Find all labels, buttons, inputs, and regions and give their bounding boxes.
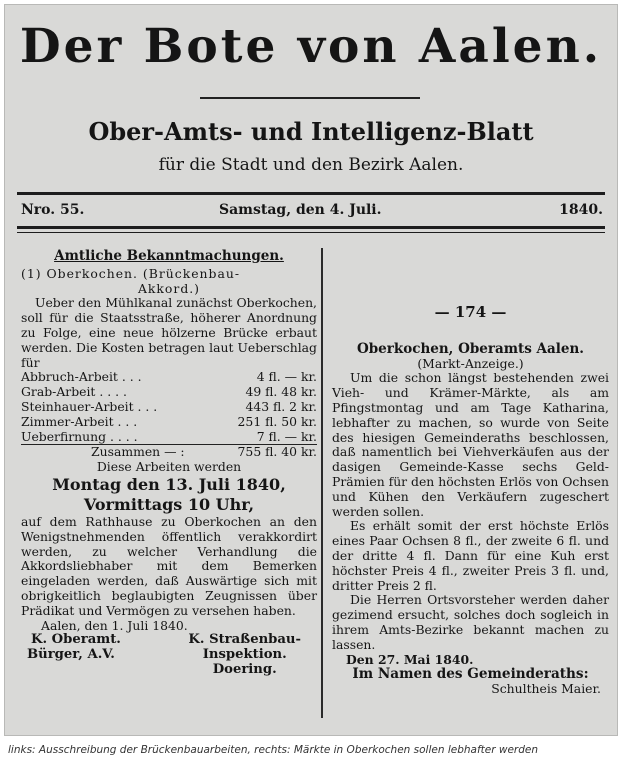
right-subheading: (Markt-Anzeige.) — [417, 355, 524, 371]
cost-row: Abbruch-Arbeit . . . 4 fl. — kr. — [21, 369, 317, 385]
image-caption: links: Ausschreibung der Brückenbauarbeiten, rechts: Märkte in Oberkochen sollen lebhafter werden — [8, 744, 539, 756]
left-place-date: Aalen, den 1. Juli 1840. — [41, 617, 188, 633]
auction-time: Vormittags 10 Uhr, — [83, 494, 255, 514]
masthead-title: Der Bote von Aalen. — [19, 19, 603, 74]
item-title-cont: Akkord.) — [137, 280, 201, 296]
header-rule-thin — [17, 232, 605, 233]
cost-row: Zimmer-Arbeit . . . 251 fl. 50 kr. — [21, 413, 317, 429]
auction-body: auf dem Rathhause zu Oberkochen an den Wenigstnehmenden öffentlich verakkordirt werden, zu welcher Verhandlung die Akkordsliebhaber mit dem Bemerken eingeladen werden, daß Auswärtige sich mit obrigkeitlich beglaubigten Zeugnissen über Prädikat und Vermögen zu versehen haben. — [21, 513, 317, 618]
cost-table — [21, 370, 317, 460]
sig-strassenbau: K. Straßenbau- — [188, 632, 301, 648]
left-heading: Amtliche Bekanntmachungen. — [54, 248, 284, 264]
column-divider — [321, 248, 323, 718]
issue-year: 1840. — [559, 202, 603, 218]
works-line: Diese Arbeiten werden — [96, 459, 242, 475]
sig-buerger: Bürger, A.V. — [27, 647, 115, 663]
left-column — [21, 249, 317, 678]
left-signatures — [21, 633, 317, 677]
right-heading: Oberkochen, Oberamts Aalen. — [356, 340, 585, 357]
sig-doering: Doering. — [212, 661, 277, 677]
market-paragraph-3: Die Herren Ortsvorsteher werden daher gezimend ersucht, solches doch sogleich in ihrem Amts-Bezirke bekannt machen zu lassen. — [332, 592, 609, 652]
issue-number: Nro. 55. — [21, 202, 85, 218]
header-rule-mid — [17, 226, 605, 229]
auction-date: Montag den 13. Juli 1840, — [52, 474, 286, 494]
newspaper-page — [4, 4, 618, 736]
right-signature-name: Schultheis Maier. — [491, 681, 601, 697]
cost-row: Steinhauer-Arbeit . . . 443 fl. 2 kr. — [21, 398, 317, 414]
right-signature-line: Im Namen des Gemeinderaths: — [352, 666, 589, 683]
right-column — [332, 263, 609, 697]
right-date: Den 27. Mai 1840. — [346, 651, 474, 667]
page-number: — 174 — — [434, 303, 507, 321]
cost-total-row: Zusammen — : 755 fl. 40 kr. — [91, 444, 317, 460]
cost-row: Grab-Arbeit . . . . 49 fl. 48 kr. — [21, 384, 317, 400]
header-rule-top — [17, 192, 605, 195]
dateline — [19, 202, 605, 224]
market-paragraph-1: Um die schon längst bestehenden zwei Vieh- und Krämer-Märkte, als am Pfingstmontag und am Tage Katharina, lebhafter zu machen, so wurde von Seite des hiesigen Gemeinderaths beschlossen, daß namentlich bei Viehverkäufen aus der dasigen Gemeinde-Kasse sechs Geld-Prämien für den höchsten Erlös von Ochsen und Kühen den Verkäufern zugeschert werden sollen. — [332, 370, 609, 519]
cost-row: Ueberfirnung . . . . 7 fl. — kr. — [21, 428, 317, 444]
sig-oberamt: K. Oberamt. — [31, 632, 121, 648]
market-paragraph-2: Es erhält somit der erst höchste Erlös eines Paar Ochsen 8 fl., der zweite 6 fl. und der dritte 4 fl. Dann für eine Kuh erst höchster Preis 4 fl., zweiter Preis 3 fl. und, dritter Preis 2 fl. — [332, 518, 609, 593]
masthead-subtitle: Ober-Amts- und Intelligenz-Blatt — [88, 117, 534, 146]
item-title: (1) Oberkochen. (Brückenbau- — [21, 265, 241, 281]
sig-inspektion: Inspektion. — [202, 647, 287, 663]
intro-paragraph: Ueber den Mühlkanal zunächst Oberkochen, soll für die Staatsstraße, höherer Anordnung zu Folge, eine neue hölzerne Brücke erbaut werden. Die Kosten betragen laut Ueberschlag für — [21, 295, 317, 370]
masthead-rule — [200, 97, 420, 99]
masthead-subline: für die Stadt und den Bezirk Aalen. — [158, 155, 464, 175]
issue-date: Samstag, den 4. Juli. — [219, 202, 382, 218]
